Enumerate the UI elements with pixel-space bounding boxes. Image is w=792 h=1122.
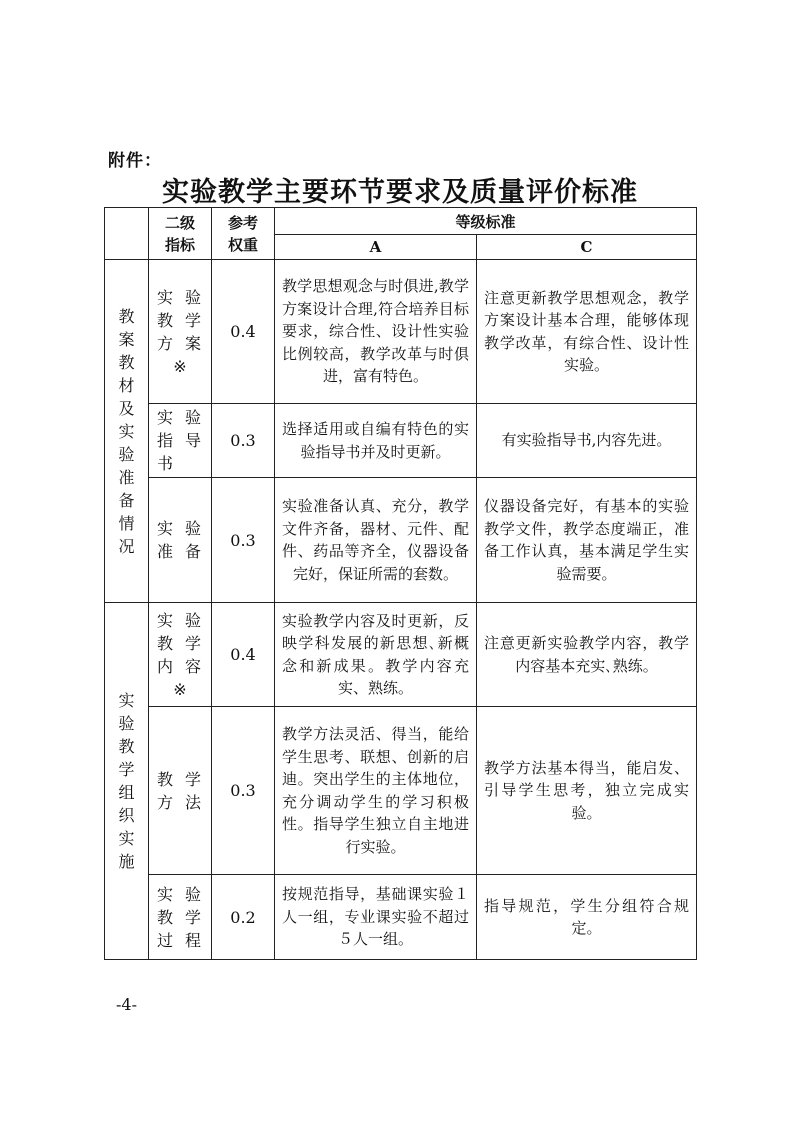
- attachment-label: 附件：: [108, 151, 162, 171]
- weight-cell: 0.3: [212, 478, 275, 603]
- weight-cell: 0.3: [212, 707, 275, 875]
- indicator-cell: 实验指导书: [149, 404, 212, 478]
- grade-c-cell: 教学方法基本得当，能启发、引导学生思考，独立完成实验。: [477, 707, 697, 875]
- grade-a-cell: 选择适用或自编有特色的实验指导书并及时更新。: [275, 404, 477, 478]
- grade-a-cell: 教学方法灵活、得当，能给学生思考、联想、创新的启迪。突出学生的主体地位，充分调动学生的学习积极性。指导学生独立自主地进行实验。: [275, 707, 477, 875]
- grade-a-cell: 按规范指导，基础课实验１人一组，专业课实验不超过５人一组。: [275, 875, 477, 960]
- grade-c-header: C: [477, 235, 697, 260]
- grade-standard-header: 等级标准: [275, 208, 697, 235]
- grade-c-cell: 注意更新实验教学内容，教学内容基本充实､熟练。: [477, 603, 697, 707]
- grade-c-cell: 仪器设备完好，有基本的实验教学文件，教学态度端正，准备工作认真，基本满足学生实验需要。: [477, 478, 697, 603]
- grade-c-cell: 有实验指导书,内容先进。: [477, 404, 697, 478]
- table-row: [105, 707, 697, 875]
- grade-a-cell: 实验准备认真、充分，教学文件齐备，器材、元件、配件、药品等齐全，仪器设备完好，保证所需的套数。: [275, 478, 477, 603]
- table-row: [105, 603, 697, 707]
- indicator-cell: 实验教学方案 ※: [149, 260, 212, 404]
- weight-cell: 0.2: [212, 875, 275, 960]
- indicator-header: 二级 指标: [149, 208, 212, 260]
- evaluation-table: [104, 207, 697, 960]
- table-row: [105, 478, 697, 603]
- table-row: [105, 875, 697, 960]
- grade-c-cell: 注意更新教学思想观念，教学方案设计基本合理，能够体现教学改革，有综合性、设计性实验。: [477, 260, 697, 404]
- section-label: 实验教学组织实施: [105, 603, 149, 960]
- page-number: -4-: [116, 995, 137, 1014]
- grade-c-cell: 指导规范，学生分组符合规定。: [477, 875, 697, 960]
- weight-cell: 0.4: [212, 260, 275, 404]
- corner-header-cell: [105, 208, 149, 260]
- indicator-cell: 实验准备: [149, 478, 212, 603]
- grade-a-cell: 实验教学内容及时更新，反映学科发展的新思想､新概念和新成果。教学内容充实、熟练。: [275, 603, 477, 707]
- section-label: 教案教材及实验准备情况: [105, 260, 149, 603]
- key-indicator-mark: ※: [173, 679, 187, 699]
- indicator-cell: 实验教学内容 ※: [149, 603, 212, 707]
- table-row: [105, 260, 697, 404]
- weight-cell: 0.4: [212, 603, 275, 707]
- indicator-cell: 教学方法: [149, 707, 212, 875]
- key-indicator-mark: ※: [173, 356, 187, 376]
- document-title: 实验教学主要环节要求及质量评价标准: [162, 177, 638, 208]
- table-row: [105, 404, 697, 478]
- weight-cell: 0.3: [212, 404, 275, 478]
- grade-a-header: A: [275, 235, 477, 260]
- weight-header: 参考 权重: [212, 208, 275, 260]
- indicator-cell: 实验教学过程: [149, 875, 212, 960]
- grade-a-cell: 教学思想观念与时俱进,教学方案设计合理,符合培养目标要求，综合性、设计性实验比例较高，教学改革与时俱进，富有特色。: [275, 260, 477, 404]
